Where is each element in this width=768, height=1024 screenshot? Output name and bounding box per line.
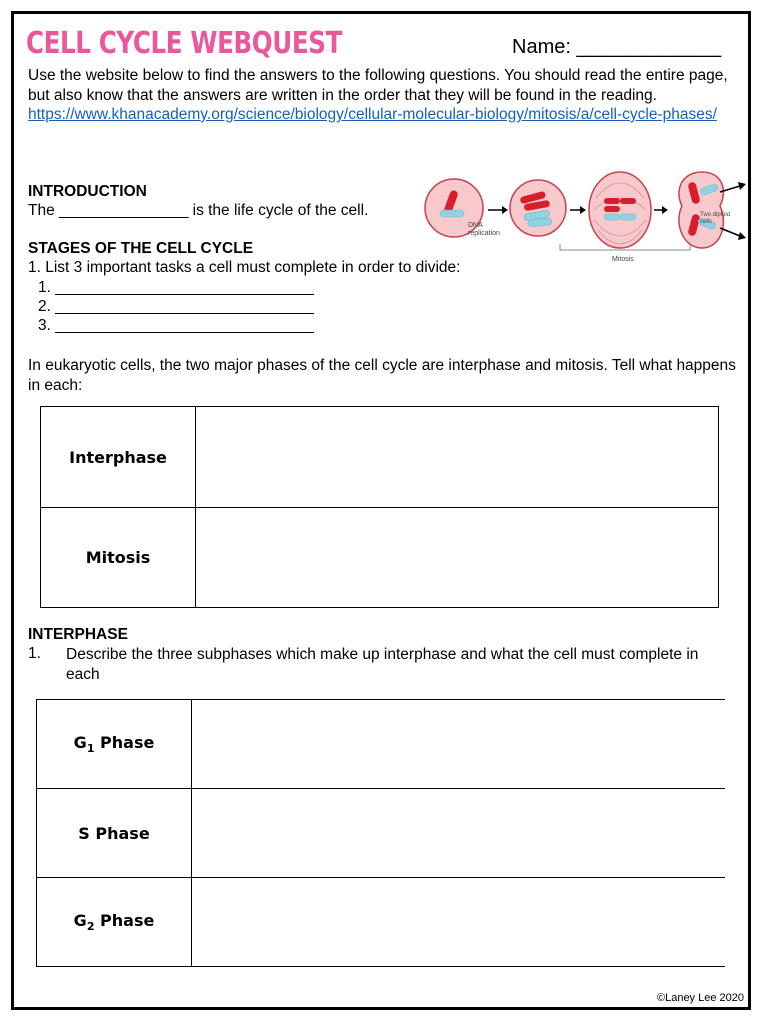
cell-2 <box>510 180 566 236</box>
row-label-g2-phase <box>37 878 192 967</box>
interphase-question: Describe the three subphases which make up interphase and what the cell must complete in each <box>66 646 699 683</box>
cell-3-metaphase <box>589 172 651 248</box>
row-label-interphase: Interphase <box>41 407 196 508</box>
phase-letter: S Phase <box>78 823 150 843</box>
row-label-s-phase <box>37 789 192 878</box>
cell-4-anaphase <box>679 172 723 248</box>
stages-task-3: 3. ______________________________ <box>38 317 314 334</box>
answer-cell-s-phase[interactable] <box>192 789 726 878</box>
introduction-sentence: The _______________ is the life cycle of the cell. <box>28 202 369 219</box>
interphase-heading: INTERPHASE <box>28 626 128 643</box>
diagram-label-mitosis: Mitosis <box>612 256 634 263</box>
arrow <box>488 206 508 214</box>
subphases-table <box>36 699 725 967</box>
answer-cell-interphase[interactable] <box>196 407 719 508</box>
table-row <box>37 878 726 967</box>
answer-cell-g1-phase[interactable] <box>192 700 726 789</box>
phase-letter: G <box>73 732 87 752</box>
cell-cycle-diagram <box>418 168 748 276</box>
stages-task-1: 1. ______________________________ <box>38 279 314 296</box>
diagram-label-dna: DNA <box>468 222 483 229</box>
table-row <box>37 700 726 789</box>
diagram-label-cells: cells <box>700 219 713 225</box>
stages-heading: STAGES OF THE CELL CYCLE <box>28 240 254 257</box>
answer-cell-g2-phase[interactable] <box>192 878 726 967</box>
table-row <box>41 407 719 508</box>
instructions-text: Use the website below to find the answers to the following questions. You should read the entire page, but also know that the answers are written in the order that they will be found in the reading. <box>28 67 728 104</box>
table-row <box>37 789 726 878</box>
phases-table <box>40 406 719 608</box>
diagram-label-replication: replication <box>468 230 500 237</box>
arrow <box>570 206 586 214</box>
phase-subscript: 1 <box>86 742 95 756</box>
table-row <box>41 508 719 608</box>
row-label-g1-phase <box>37 700 192 789</box>
name-field-label: Name: _____________ <box>512 36 722 58</box>
khan-academy-link[interactable]: https://www.khanacademy.org/science/biology/cellular-molecular-biology/mitosis/a/cell-cycle-phases/ <box>28 106 717 123</box>
instructions <box>28 66 728 125</box>
phase-suffix: Phase <box>94 910 155 930</box>
diagram-label-two-diploid: Two diploid <box>700 212 731 218</box>
arrow <box>720 182 746 192</box>
page-title: CELL CYCLE WEBQUEST <box>26 26 342 61</box>
row-label-mitosis: Mitosis <box>41 508 196 608</box>
eukaryotic-text: In eukaryotic cells, the two major phases of the cell cycle are interphase and mitosis. Tell what happens in each: <box>28 357 736 394</box>
phase-letter: G <box>73 910 87 930</box>
stages-question: 1. List 3 important tasks a cell must complete in order to divide: <box>28 259 461 276</box>
phase-suffix: Phase <box>94 732 155 752</box>
answer-cell-mitosis[interactable] <box>196 508 719 608</box>
introduction-heading: INTRODUCTION <box>28 183 147 200</box>
arrow <box>654 206 668 214</box>
arrow <box>720 228 746 240</box>
copyright-notice: ©Laney Lee 2020 <box>656 992 744 1004</box>
stages-task-2: 2. ______________________________ <box>38 298 314 315</box>
interphase-question-number: 1. <box>28 645 41 662</box>
phase-subscript: 2 <box>86 920 95 934</box>
